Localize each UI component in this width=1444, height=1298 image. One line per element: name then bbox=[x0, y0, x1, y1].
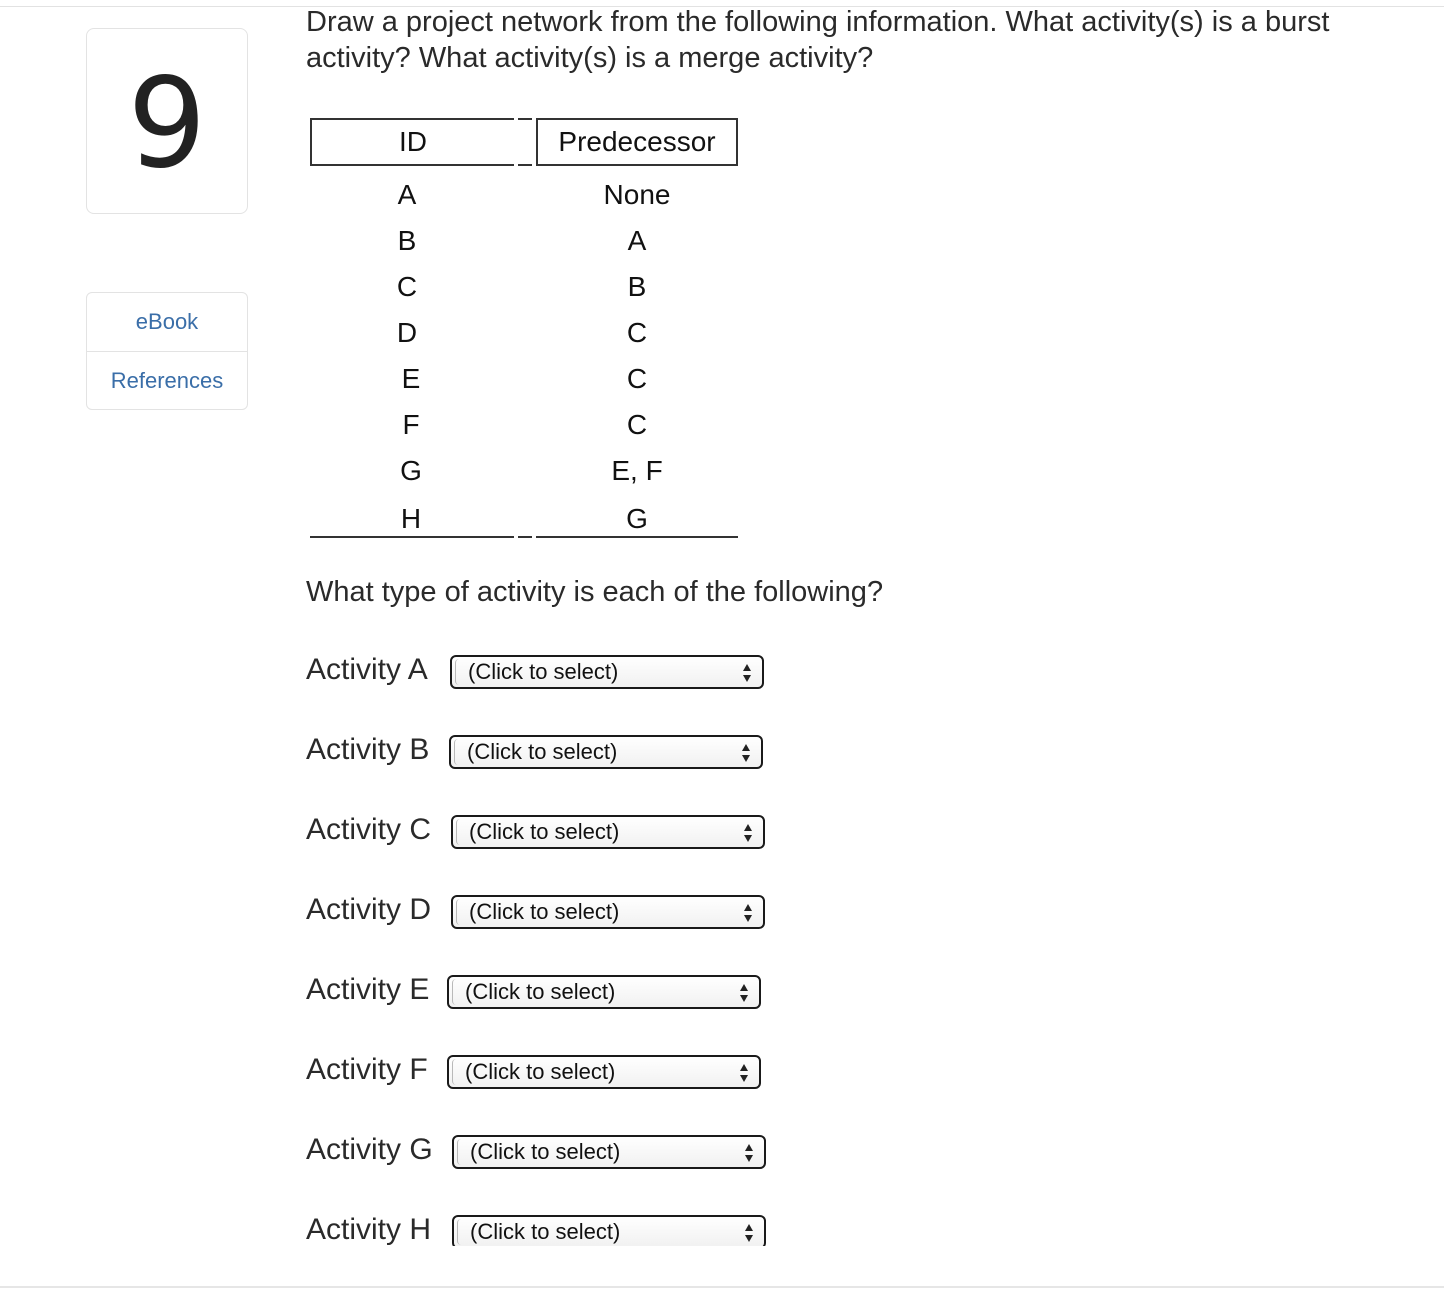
table-cell-id: B bbox=[397, 225, 417, 256]
select-value: (Click to select) bbox=[465, 1059, 616, 1084]
resources-panel bbox=[86, 292, 248, 410]
table-header-predecessor: Predecessor bbox=[536, 118, 738, 166]
select-value: (Click to select) bbox=[469, 819, 620, 844]
question-number: 9 bbox=[127, 52, 207, 196]
activity-d-select[interactable] bbox=[451, 895, 765, 929]
activity-label: Activity H bbox=[306, 1213, 432, 1246]
activity-c-select[interactable] bbox=[451, 815, 765, 849]
question-prompt bbox=[306, 4, 1426, 76]
activity-label: Activity B bbox=[306, 733, 430, 766]
table-cell-predecessor: C bbox=[626, 317, 648, 348]
references-link[interactable]: References bbox=[87, 351, 247, 410]
select-value: (Click to select) bbox=[468, 659, 619, 684]
table-cell-id: A bbox=[397, 179, 417, 210]
question-number-card bbox=[86, 28, 248, 214]
select-arrows-icon bbox=[742, 663, 752, 683]
table-cell-id: G bbox=[400, 455, 422, 486]
table-cell-predecessor: None bbox=[603, 179, 671, 210]
select-arrows-icon bbox=[744, 1223, 754, 1243]
select-value: (Click to select) bbox=[467, 739, 618, 764]
table-cell-predecessor: C bbox=[626, 363, 648, 394]
select-arrows-icon bbox=[741, 743, 751, 763]
activity-h-select-clip bbox=[452, 1215, 766, 1246]
activity-a-select[interactable] bbox=[450, 655, 764, 689]
prompt-line-1: Draw a project network from the following information. What activity(s) is a burst bbox=[306, 6, 1330, 38]
table-cell-id: C bbox=[396, 271, 418, 302]
table-divider bbox=[518, 164, 532, 166]
table-cell-predecessor: E, F bbox=[611, 455, 663, 486]
activity-b-select[interactable] bbox=[449, 735, 763, 769]
bottom-divider bbox=[0, 1286, 1444, 1288]
table-cell-id: D bbox=[396, 317, 418, 348]
activity-f-select[interactable] bbox=[447, 1055, 761, 1089]
table-header-id: ID bbox=[310, 118, 514, 166]
activity-label: Activity E bbox=[306, 973, 430, 1006]
select-arrows-icon bbox=[743, 823, 753, 843]
select-arrows-icon bbox=[739, 1063, 749, 1083]
activity-label: Activity G bbox=[306, 1133, 433, 1166]
activity-label: Activity D bbox=[306, 893, 432, 926]
select-arrows-icon bbox=[739, 983, 749, 1003]
prompt-line-2: activity? What activity(s) is a merge activity? bbox=[306, 42, 874, 74]
activity-label: Activity A bbox=[306, 653, 428, 686]
select-value: (Click to select) bbox=[470, 1219, 621, 1244]
activity-h-select[interactable] bbox=[452, 1215, 766, 1246]
table-cell-predecessor: A bbox=[627, 225, 647, 256]
table-divider bbox=[518, 118, 532, 120]
select-value: (Click to select) bbox=[469, 899, 620, 924]
table-cell-predecessor: C bbox=[626, 409, 648, 440]
select-value: (Click to select) bbox=[465, 979, 616, 1004]
subquestion-text: What type of activity is each of the following? bbox=[306, 576, 884, 608]
activity-label: Activity F bbox=[306, 1053, 428, 1086]
select-value: (Click to select) bbox=[470, 1139, 621, 1164]
activity-e-select[interactable] bbox=[447, 975, 761, 1009]
table-bottom-rule bbox=[310, 536, 514, 538]
activity-g-select[interactable] bbox=[452, 1135, 766, 1169]
select-arrows-icon bbox=[743, 903, 753, 923]
ebook-link[interactable]: eBook bbox=[135, 309, 199, 334]
table-cell-predecessor: G bbox=[626, 503, 648, 534]
select-arrows-icon bbox=[744, 1143, 754, 1163]
table-cell-id: H bbox=[400, 503, 422, 534]
table-cell-id: E bbox=[401, 363, 421, 394]
table-bottom-rule bbox=[536, 536, 738, 538]
table-divider bbox=[518, 536, 532, 538]
table-cell-predecessor: B bbox=[627, 271, 647, 302]
activity-label: Activity C bbox=[306, 813, 432, 846]
table-cell-id: F bbox=[402, 409, 420, 440]
